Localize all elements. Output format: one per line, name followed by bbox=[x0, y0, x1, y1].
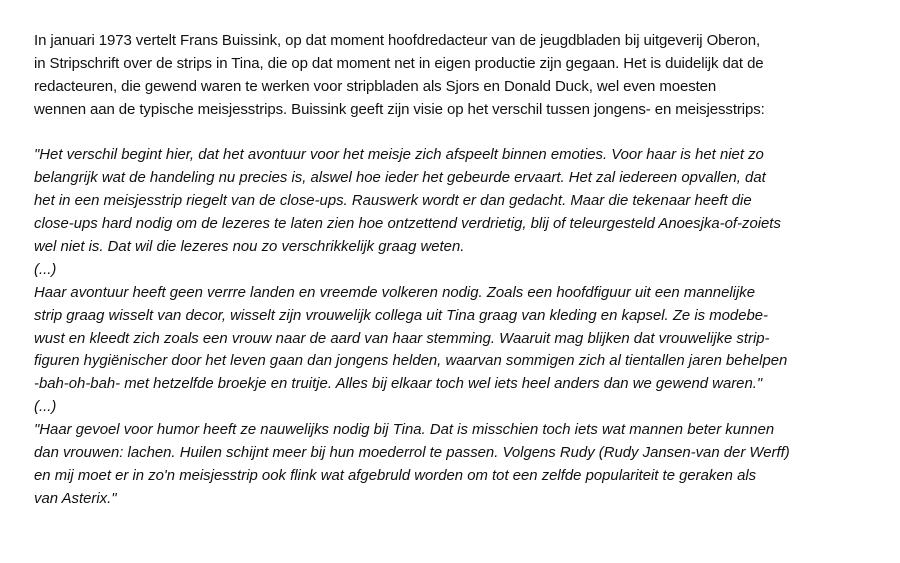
intro-line: redacteuren, die gewend waren te werken voor stripbladen als Sjors en Donald Duck, wel even moesten bbox=[34, 77, 717, 95]
quote-ellipsis: (...) bbox=[34, 399, 57, 416]
document-text bbox=[34, 30, 884, 511]
quote-line: "Haar gevoel voor humor heeft ze nauwelijks nodig bij Tina. Dat is misschien toch iets wat mannen beter kunnen bbox=[34, 422, 775, 439]
quote-line: dan vrouwen: lachen. Huilen schijnt meer bij hun moederrol te passen. Volgens Rudy (Rudy Jansen-van der Werff) bbox=[34, 445, 790, 462]
paragraph-gap bbox=[34, 122, 884, 145]
quote-line: wel niet is. Dat wil die lezeres nou zo verschrikkelijk graag weten. bbox=[34, 239, 465, 256]
quote-line: "Het verschil begint hier, dat het avontuur voor het meisje zich afspeelt binnen emoties. Voor haar is het niet zo bbox=[34, 147, 764, 164]
intro-line: wennen aan de typische meisjesstrips. Buissink geeft zijn visie op het verschil tussen jongens- en meisjesstrips: bbox=[34, 100, 765, 118]
quote-line: strip graag wisselt van decor, wisselt zijn vrouwelijk collega uit Tina graag van kleding en kapsel. Ze is modebe- bbox=[34, 307, 769, 324]
quote-line: wust en kleedt zich zoals een vrouw naar de aard van haar stemming. Waaruit mag blijken dat vrouwelijke strip- bbox=[34, 330, 770, 347]
intro-line: in Stripschrift over de strips in Tina, die op dat moment net in eigen productie zijn gegaan. Het is duidelijk dat de bbox=[34, 54, 764, 72]
quote-line: -bah-oh-bah- met hetzelfde broekje en truitje. Alles bij elkaar toch wel iets heel anders dan we gewend waren." bbox=[34, 376, 763, 393]
quote-line: close-ups hard nodig om de lezeres te laten zien hoe ontzettend verdrietig, blij of teleurgesteld Anoesjka-of-zoiets bbox=[34, 216, 781, 233]
quote-line: belangrijk wat de handeling nu precies is, alswel hoe ieder het gebeurde ervaart. Het zal iedereen opvallen, dat bbox=[34, 170, 766, 187]
quote-line: Haar avontuur heeft geen verrre landen en vreemde volkeren nodig. Zoals een hoofdfiguur uit een mannelijke bbox=[34, 284, 755, 301]
intro-line: In januari 1973 vertelt Frans Buissink, op dat moment hoofdredacteur van de jeugdbladen bij uitgeverij Oberon, bbox=[34, 32, 761, 49]
quote-line: en mij moet er in zo'n meisjesstrip ook flink wat afgebruld worden om tot een zelfde populariteit te geraken als bbox=[34, 467, 757, 484]
intro-paragraph bbox=[34, 30, 884, 122]
quote-line: van Asterix." bbox=[34, 490, 117, 507]
quote-block bbox=[34, 144, 884, 510]
quote-line: het in een meisjesstrip riegelt van de close-ups. Rauswerk wordt er dan gedacht. Maar die tekenaar heeft die bbox=[34, 193, 752, 210]
quote-ellipsis: (...) bbox=[34, 261, 57, 278]
quote-line: figuren hygiënischer door het leven gaan dan jongens helden, waarvan sommigen zich al tientallen jaren behelpen bbox=[34, 353, 788, 370]
